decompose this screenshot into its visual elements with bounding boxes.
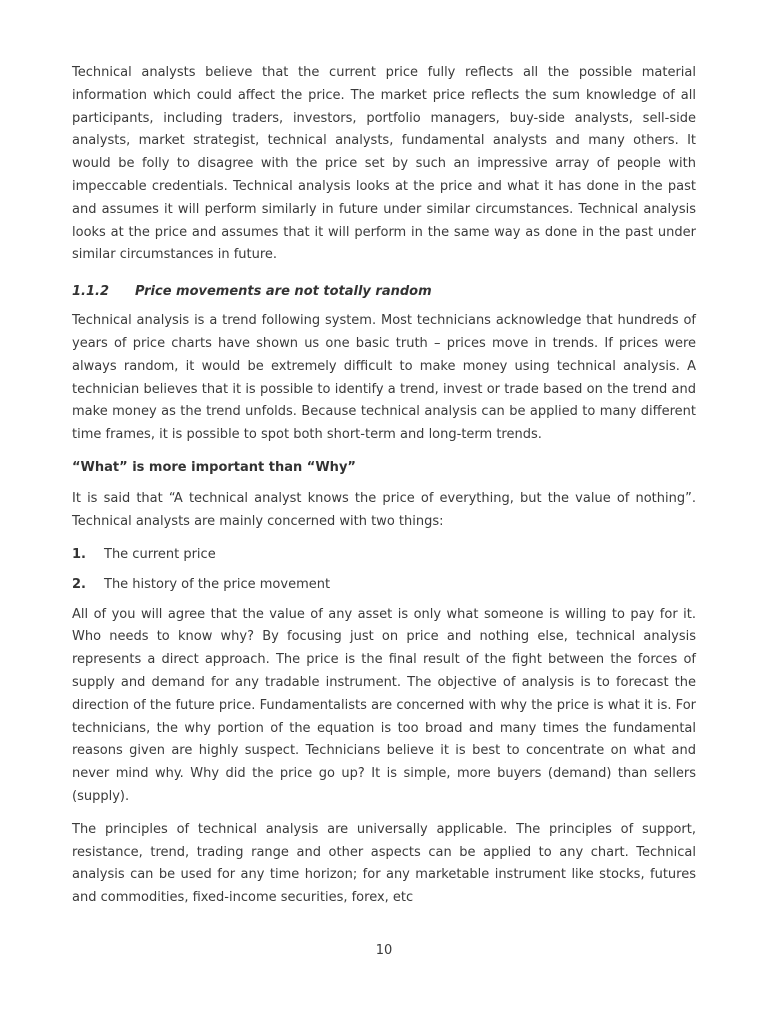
subsection-paragraph-2: The principles of technical analysis are universally applicable. The principles of support, resistance, trend, trading range and other aspects can be applied to any chart. Technical analysis can be used for any time horizon; for any marketable instrument like stocks, futures and commodities, fixed-income securities, forex, etc (72, 821, 696, 906)
numbered-list (72, 544, 696, 596)
list-item-text: The current price (104, 546, 216, 562)
subsection-intro-paragraph: It is said that “A technical analyst knows the price of everything, but the value of nothing”. Technical analysts are mainly concerned with two things: (72, 490, 696, 529)
section-number: 1.1.2 (72, 284, 110, 300)
subsection-heading: “What” is more important than “Why” (72, 459, 356, 475)
subsection-paragraph-1: All of you will agree that the value of any asset is only what someone is willing to pay for it. Who needs to know why? By focusing just on price and nothing else, technical analysis represents a direct approach. The price is the final result of the fight between the forces of supply and demand for any tradable instrument. The objective of analysis is to forecast the direction of the future price. Fundamentalists are concerned with why the price is what it is. For technicians, the why portion of the equation is too broad and many times the fundamental reasons given are highly suspect. Technicians believe it is best to concentrate on what and never mind why. Why did the price go up? It is simple, more buyers (demand) than sellers (supply). (72, 606, 696, 804)
list-item-text: The history of the price movement (104, 576, 331, 592)
section-heading (72, 281, 696, 303)
section-paragraph: Technical analysis is a trend following system. Most technicians acknowledge that hundreds of years of price charts have shown us one basic truth – prices move in trends. If prices were always random, it would be extremely difficult to make money using technical analysis. A technician believes that it is possible to identify a trend, invest or trade based on the trend and make money as the trend unfolds. Because technical analysis can be applied to many different time frames, it is possible to spot both short-term and long-term trends. (72, 313, 696, 443)
intro-paragraph: Technical analysts believe that the current price fully reflects all the possible material information which could affect the price. The market price reflects the sum knowledge of all participants, including traders, investors, portfolio managers, buy-side analysts, sell-side analysts, market strategist, technical analysts, fundamental analysts and many others. It would be folly to disagree with the price set by such an impressive array of people with impeccable credentials. Technical analysis looks at the price and what it has done in the past and assumes it will perform similarly in future under similar circumstances. Technical analysis looks at the price and assumes that it will perform in the same way as done in the past under similar circumstances in future. (72, 65, 696, 263)
list-item (72, 574, 696, 596)
section-title: Price movements are not totally random (135, 284, 432, 300)
list-item (72, 544, 696, 566)
page-number: 10 (375, 943, 393, 958)
list-marker: 1. (72, 546, 86, 562)
list-marker: 2. (72, 576, 86, 592)
document-page (72, 62, 696, 920)
